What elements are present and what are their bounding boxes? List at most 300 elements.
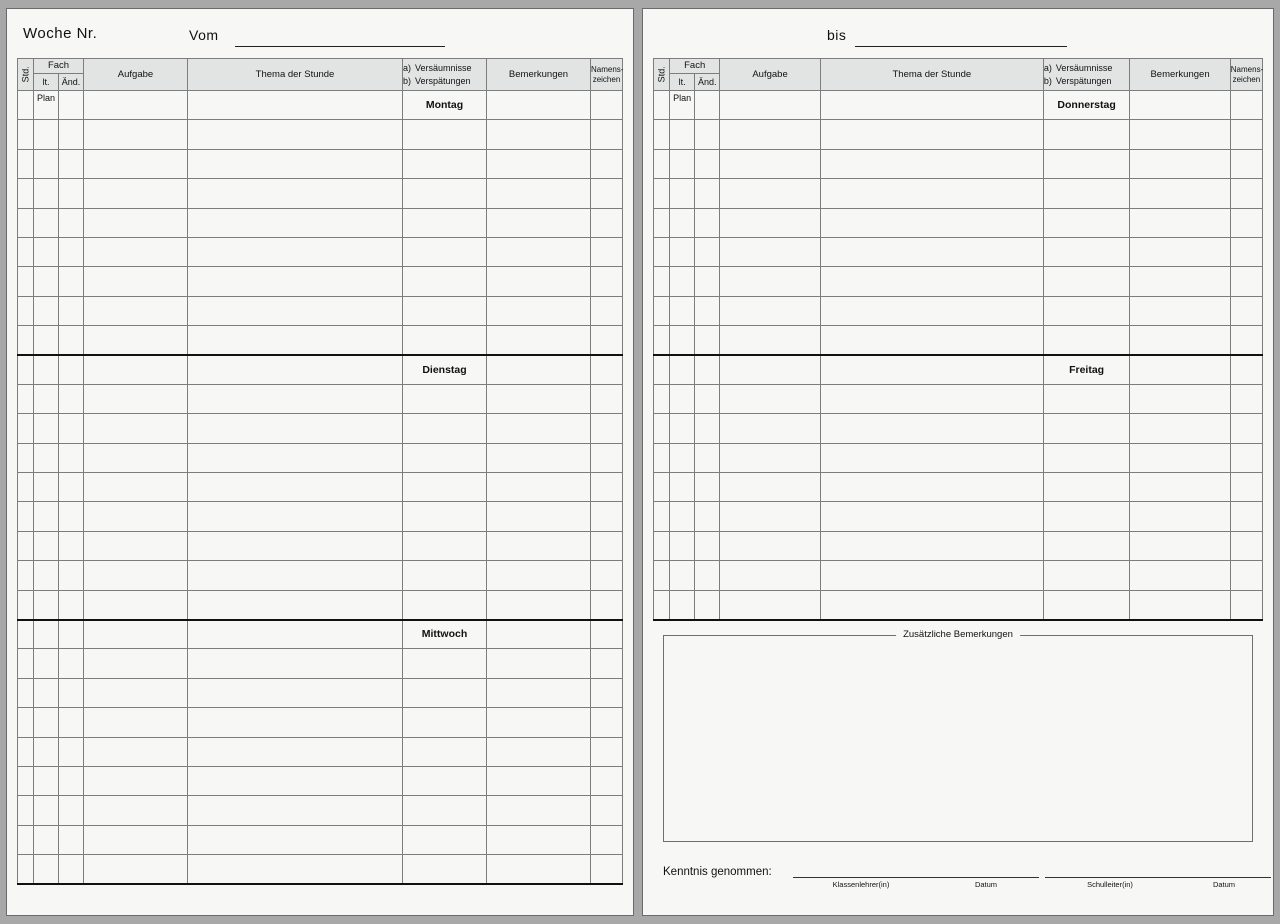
cell-versaeumnisse[interactable] (403, 120, 487, 149)
cell-fach-and[interactable] (695, 91, 720, 120)
cell-thema[interactable] (820, 443, 1043, 472)
cell-versaeumnisse[interactable] (403, 502, 487, 531)
cell-fach-and[interactable] (59, 561, 84, 590)
cell-bemerkungen[interactable] (487, 384, 591, 413)
cell-fach-plan[interactable] (670, 561, 695, 590)
cell-fach-and[interactable] (59, 355, 84, 384)
cell-versaeumnisse[interactable] (403, 766, 487, 795)
cell-aufgabe[interactable] (720, 149, 820, 178)
cell-fach-plan[interactable] (34, 443, 59, 472)
cell-thema[interactable] (820, 384, 1043, 413)
cell-std[interactable] (18, 326, 34, 355)
cell-namenszeichen[interactable] (1230, 91, 1262, 120)
cell-bemerkungen[interactable] (487, 825, 591, 854)
cell-fach-plan[interactable] (34, 620, 59, 649)
cell-fach-plan[interactable] (34, 561, 59, 590)
cell-thema[interactable] (820, 590, 1043, 619)
table-row[interactable] (654, 531, 1263, 560)
cell-aufgabe[interactable] (84, 296, 188, 325)
cell-std[interactable] (654, 237, 670, 266)
cell-namenszeichen[interactable] (591, 120, 623, 149)
cell-aufgabe[interactable] (84, 678, 188, 707)
cell-fach-plan[interactable] (34, 179, 59, 208)
cell-bemerkungen[interactable] (1130, 326, 1230, 355)
cell-thema[interactable] (188, 561, 403, 590)
cell-aufgabe[interactable] (84, 414, 188, 443)
cell-namenszeichen[interactable] (591, 296, 623, 325)
cell-bemerkungen[interactable] (487, 796, 591, 825)
cell-bemerkungen[interactable] (487, 237, 591, 266)
cell-namenszeichen[interactable] (1230, 502, 1262, 531)
cell-aufgabe[interactable] (84, 561, 188, 590)
cell-namenszeichen[interactable] (1230, 355, 1262, 384)
cell-std[interactable] (654, 531, 670, 560)
cell-thema[interactable] (188, 326, 403, 355)
cell-bemerkungen[interactable] (1130, 590, 1230, 619)
table-row[interactable] (654, 267, 1263, 296)
cell-std[interactable] (18, 708, 34, 737)
cell-bemerkungen[interactable] (1130, 473, 1230, 502)
cell-aufgabe[interactable] (720, 443, 820, 472)
table-row[interactable] (654, 179, 1263, 208)
cell-thema[interactable] (188, 649, 403, 678)
cell-versaeumnisse[interactable] (403, 443, 487, 472)
cell-fach-plan[interactable] (34, 708, 59, 737)
cell-versaeumnisse[interactable] (1043, 414, 1129, 443)
cell-bemerkungen[interactable] (487, 149, 591, 178)
cell-aufgabe[interactable] (84, 708, 188, 737)
cell-fach-plan[interactable] (670, 414, 695, 443)
table-row[interactable] (18, 267, 623, 296)
cell-fach-plan[interactable] (34, 208, 59, 237)
cell-bemerkungen[interactable] (1130, 561, 1230, 590)
cell-namenszeichen[interactable] (591, 766, 623, 795)
cell-std[interactable] (654, 443, 670, 472)
day-name-cell[interactable]: Dienstag (403, 355, 487, 384)
table-row[interactable] (18, 561, 623, 590)
table-row[interactable] (18, 384, 623, 413)
cell-std[interactable] (18, 855, 34, 884)
cell-fach-and[interactable] (695, 179, 720, 208)
cell-fach-and[interactable] (59, 443, 84, 472)
cell-thema[interactable] (188, 384, 403, 413)
cell-bemerkungen[interactable] (1130, 355, 1230, 384)
cell-thema[interactable] (188, 267, 403, 296)
cell-versaeumnisse[interactable] (403, 531, 487, 560)
cell-fach-plan[interactable] (34, 473, 59, 502)
cell-std[interactable] (654, 179, 670, 208)
cell-namenszeichen[interactable] (1230, 531, 1262, 560)
cell-namenszeichen[interactable] (591, 326, 623, 355)
cell-aufgabe[interactable] (84, 825, 188, 854)
cell-std[interactable] (654, 414, 670, 443)
cell-namenszeichen[interactable] (1230, 384, 1262, 413)
table-row[interactable] (18, 208, 623, 237)
cell-bemerkungen[interactable] (1130, 120, 1230, 149)
cell-fach-and[interactable] (695, 120, 720, 149)
cell-bemerkungen[interactable] (1130, 267, 1230, 296)
cell-fach-plan[interactable] (34, 825, 59, 854)
cell-fach-and[interactable] (59, 384, 84, 413)
cell-aufgabe[interactable] (84, 384, 188, 413)
cell-versaeumnisse[interactable] (1043, 208, 1129, 237)
cell-namenszeichen[interactable] (1230, 326, 1262, 355)
cell-fach-plan[interactable] (670, 473, 695, 502)
cell-aufgabe[interactable] (720, 208, 820, 237)
cell-namenszeichen[interactable] (591, 179, 623, 208)
cell-fach-and[interactable] (59, 120, 84, 149)
cell-namenszeichen[interactable] (1230, 590, 1262, 619)
cell-namenszeichen[interactable] (591, 473, 623, 502)
cell-thema[interactable] (188, 473, 403, 502)
cell-versaeumnisse[interactable] (1043, 561, 1129, 590)
cell-fach-plan[interactable] (670, 179, 695, 208)
cell-std[interactable] (18, 590, 34, 619)
cell-bemerkungen[interactable] (487, 531, 591, 560)
cell-std[interactable] (18, 737, 34, 766)
cell-thema[interactable] (820, 473, 1043, 502)
cell-versaeumnisse[interactable] (1043, 267, 1129, 296)
cell-fach-plan[interactable] (670, 267, 695, 296)
cell-versaeumnisse[interactable] (1043, 237, 1129, 266)
cell-bemerkungen[interactable] (487, 502, 591, 531)
cell-thema[interactable] (188, 502, 403, 531)
day-name-cell[interactable]: Freitag (1043, 355, 1129, 384)
cell-versaeumnisse[interactable] (1043, 443, 1129, 472)
cell-versaeumnisse[interactable] (403, 796, 487, 825)
cell-versaeumnisse[interactable] (1043, 179, 1129, 208)
cell-aufgabe[interactable] (720, 384, 820, 413)
cell-fach-plan[interactable] (34, 149, 59, 178)
cell-thema[interactable] (188, 855, 403, 884)
cell-bemerkungen[interactable] (487, 296, 591, 325)
cell-namenszeichen[interactable] (591, 531, 623, 560)
cell-bemerkungen[interactable] (1130, 91, 1230, 120)
cell-std[interactable] (18, 531, 34, 560)
cell-bemerkungen[interactable] (1130, 443, 1230, 472)
cell-aufgabe[interactable] (720, 91, 820, 120)
cell-versaeumnisse[interactable] (1043, 590, 1129, 619)
cell-fach-and[interactable] (695, 473, 720, 502)
cell-namenszeichen[interactable] (1230, 414, 1262, 443)
cell-namenszeichen[interactable] (591, 649, 623, 678)
cell-versaeumnisse[interactable] (403, 649, 487, 678)
cell-fach-plan[interactable] (670, 502, 695, 531)
cell-versaeumnisse[interactable] (403, 237, 487, 266)
cell-fach-plan[interactable] (34, 649, 59, 678)
table-row[interactable] (18, 120, 623, 149)
cell-namenszeichen[interactable] (1230, 473, 1262, 502)
cell-versaeumnisse[interactable] (403, 179, 487, 208)
cell-namenszeichen[interactable] (591, 678, 623, 707)
from-date-line[interactable] (235, 46, 445, 47)
cell-aufgabe[interactable] (720, 414, 820, 443)
cell-fach-and[interactable] (59, 766, 84, 795)
cell-fach-plan[interactable] (34, 796, 59, 825)
cell-namenszeichen[interactable] (1230, 443, 1262, 472)
cell-versaeumnisse[interactable] (403, 267, 487, 296)
cell-aufgabe[interactable] (84, 267, 188, 296)
cell-namenszeichen[interactable] (1230, 149, 1262, 178)
cell-fach-plan[interactable] (670, 355, 695, 384)
cell-namenszeichen[interactable] (1230, 296, 1262, 325)
cell-thema[interactable] (820, 149, 1043, 178)
cell-aufgabe[interactable] (84, 531, 188, 560)
table-row[interactable] (18, 473, 623, 502)
cell-std[interactable] (654, 355, 670, 384)
cell-fach-plan[interactable] (34, 678, 59, 707)
cell-versaeumnisse[interactable] (403, 708, 487, 737)
cell-bemerkungen[interactable] (1130, 414, 1230, 443)
to-date-line[interactable] (855, 46, 1067, 47)
cell-std[interactable] (18, 267, 34, 296)
table-row[interactable] (18, 590, 623, 619)
cell-std[interactable] (654, 590, 670, 619)
cell-aufgabe[interactable] (720, 355, 820, 384)
cell-versaeumnisse[interactable] (1043, 326, 1129, 355)
cell-bemerkungen[interactable] (487, 708, 591, 737)
cell-fach-plan[interactable] (670, 326, 695, 355)
cell-versaeumnisse[interactable] (1043, 296, 1129, 325)
cell-bemerkungen[interactable] (487, 678, 591, 707)
table-row[interactable] (654, 414, 1263, 443)
cell-thema[interactable] (188, 678, 403, 707)
cell-fach-and[interactable] (695, 237, 720, 266)
cell-fach-plan[interactable] (670, 443, 695, 472)
cell-thema[interactable] (820, 326, 1043, 355)
cell-thema[interactable] (188, 237, 403, 266)
table-row[interactable] (654, 237, 1263, 266)
cell-bemerkungen[interactable] (487, 649, 591, 678)
cell-bemerkungen[interactable] (1130, 502, 1230, 531)
cell-fach-and[interactable] (695, 443, 720, 472)
cell-fach-and[interactable] (59, 179, 84, 208)
cell-namenszeichen[interactable] (591, 855, 623, 884)
cell-versaeumnisse[interactable] (403, 149, 487, 178)
cell-std[interactable] (654, 561, 670, 590)
table-row[interactable] (18, 443, 623, 472)
cell-thema[interactable] (820, 355, 1043, 384)
day-name-cell[interactable]: Donnerstag (1043, 91, 1129, 120)
cell-std[interactable] (654, 120, 670, 149)
cell-namenszeichen[interactable] (1230, 208, 1262, 237)
table-row[interactable] (654, 120, 1263, 149)
cell-std[interactable] (654, 502, 670, 531)
cell-versaeumnisse[interactable] (403, 326, 487, 355)
cell-fach-and[interactable] (59, 267, 84, 296)
cell-namenszeichen[interactable] (591, 267, 623, 296)
cell-thema[interactable] (188, 120, 403, 149)
cell-namenszeichen[interactable] (591, 384, 623, 413)
table-row[interactable] (18, 766, 623, 795)
cell-fach-and[interactable] (59, 737, 84, 766)
table-row[interactable] (18, 796, 623, 825)
cell-fach-and[interactable] (695, 355, 720, 384)
day-name-cell[interactable]: Mittwoch (403, 620, 487, 649)
cell-thema[interactable] (188, 766, 403, 795)
cell-fach-plan[interactable] (34, 414, 59, 443)
cell-std[interactable] (18, 443, 34, 472)
cell-aufgabe[interactable] (84, 120, 188, 149)
cell-aufgabe[interactable] (84, 590, 188, 619)
cell-aufgabe[interactable] (84, 473, 188, 502)
cell-thema[interactable] (188, 414, 403, 443)
table-row[interactable] (654, 208, 1263, 237)
cell-bemerkungen[interactable] (1130, 531, 1230, 560)
cell-thema[interactable] (820, 502, 1043, 531)
cell-namenszeichen[interactable] (591, 502, 623, 531)
cell-fach-and[interactable] (59, 296, 84, 325)
cell-versaeumnisse[interactable] (1043, 502, 1129, 531)
cell-std[interactable] (18, 678, 34, 707)
cell-bemerkungen[interactable] (1130, 384, 1230, 413)
cell-bemerkungen[interactable] (1130, 179, 1230, 208)
cell-aufgabe[interactable] (84, 855, 188, 884)
cell-fach-and[interactable] (59, 796, 84, 825)
table-row[interactable] (654, 91, 1263, 120)
cell-thema[interactable] (820, 208, 1043, 237)
cell-std[interactable] (18, 120, 34, 149)
cell-fach-plan[interactable] (34, 355, 59, 384)
cell-namenszeichen[interactable] (591, 91, 623, 120)
cell-aufgabe[interactable] (84, 649, 188, 678)
cell-fach-plan[interactable] (670, 384, 695, 413)
cell-std[interactable] (18, 91, 34, 120)
cell-aufgabe[interactable] (84, 502, 188, 531)
cell-bemerkungen[interactable] (487, 208, 591, 237)
cell-fach-and[interactable] (59, 649, 84, 678)
cell-fach-plan[interactable] (34, 502, 59, 531)
table-row[interactable] (654, 561, 1263, 590)
cell-fach-plan[interactable] (34, 326, 59, 355)
cell-thema[interactable] (188, 737, 403, 766)
table-row[interactable] (654, 590, 1263, 619)
cell-std[interactable] (18, 796, 34, 825)
cell-fach-plan[interactable] (34, 296, 59, 325)
cell-thema[interactable] (188, 208, 403, 237)
cell-thema[interactable] (820, 179, 1043, 208)
cell-versaeumnisse[interactable] (403, 855, 487, 884)
cell-namenszeichen[interactable] (591, 149, 623, 178)
cell-fach-and[interactable] (59, 414, 84, 443)
cell-namenszeichen[interactable] (1230, 179, 1262, 208)
cell-thema[interactable] (820, 91, 1043, 120)
table-row[interactable] (18, 502, 623, 531)
cell-thema[interactable] (820, 120, 1043, 149)
cell-fach-plan[interactable] (670, 208, 695, 237)
cell-thema[interactable] (188, 708, 403, 737)
cell-fach-and[interactable] (695, 590, 720, 619)
cell-bemerkungen[interactable] (1130, 208, 1230, 237)
cell-aufgabe[interactable] (84, 326, 188, 355)
cell-aufgabe[interactable] (720, 561, 820, 590)
cell-versaeumnisse[interactable] (1043, 384, 1129, 413)
table-row[interactable] (18, 91, 623, 120)
cell-bemerkungen[interactable] (1130, 296, 1230, 325)
cell-namenszeichen[interactable] (591, 443, 623, 472)
cell-namenszeichen[interactable] (591, 708, 623, 737)
cell-fach-plan[interactable] (34, 267, 59, 296)
cell-bemerkungen[interactable] (487, 91, 591, 120)
cell-thema[interactable] (188, 91, 403, 120)
cell-std[interactable] (654, 208, 670, 237)
cell-aufgabe[interactable] (84, 208, 188, 237)
cell-aufgabe[interactable] (720, 531, 820, 560)
cell-versaeumnisse[interactable] (1043, 120, 1129, 149)
cell-fach-and[interactable] (695, 326, 720, 355)
cell-aufgabe[interactable] (720, 590, 820, 619)
table-row[interactable] (18, 237, 623, 266)
cell-namenszeichen[interactable] (591, 825, 623, 854)
cell-versaeumnisse[interactable] (1043, 531, 1129, 560)
cell-bemerkungen[interactable] (487, 414, 591, 443)
cell-std[interactable] (18, 296, 34, 325)
cell-thema[interactable] (188, 620, 403, 649)
cell-bemerkungen[interactable] (487, 590, 591, 619)
table-row[interactable] (654, 149, 1263, 178)
cell-thema[interactable] (188, 590, 403, 619)
table-row[interactable] (654, 502, 1263, 531)
additional-remarks-box[interactable] (663, 628, 1253, 842)
cell-fach-and[interactable] (695, 561, 720, 590)
cell-namenszeichen[interactable] (591, 796, 623, 825)
cell-std[interactable] (18, 179, 34, 208)
cell-std[interactable] (18, 237, 34, 266)
cell-fach-and[interactable] (695, 208, 720, 237)
table-row[interactable] (18, 326, 623, 355)
cell-bemerkungen[interactable] (487, 179, 591, 208)
cell-versaeumnisse[interactable] (403, 737, 487, 766)
cell-fach-plan[interactable] (670, 149, 695, 178)
cell-aufgabe[interactable] (84, 443, 188, 472)
cell-aufgabe[interactable] (720, 267, 820, 296)
cell-thema[interactable] (820, 267, 1043, 296)
cell-aufgabe[interactable] (84, 237, 188, 266)
cell-bemerkungen[interactable] (1130, 149, 1230, 178)
signature-line-principal[interactable] (1045, 877, 1271, 878)
cell-fach-and[interactable] (59, 208, 84, 237)
table-row[interactable] (654, 384, 1263, 413)
cell-aufgabe[interactable] (720, 473, 820, 502)
cell-thema[interactable] (820, 296, 1043, 325)
cell-fach-and[interactable] (695, 296, 720, 325)
table-row[interactable] (18, 649, 623, 678)
cell-thema[interactable] (820, 414, 1043, 443)
cell-std[interactable] (654, 473, 670, 502)
cell-versaeumnisse[interactable] (403, 825, 487, 854)
cell-namenszeichen[interactable] (1230, 561, 1262, 590)
cell-aufgabe[interactable] (84, 737, 188, 766)
cell-std[interactable] (18, 649, 34, 678)
cell-bemerkungen[interactable] (487, 766, 591, 795)
cell-fach-and[interactable] (59, 473, 84, 502)
cell-bemerkungen[interactable] (487, 443, 591, 472)
cell-fach-plan[interactable] (34, 855, 59, 884)
cell-fach-plan[interactable] (34, 384, 59, 413)
cell-fach-plan[interactable] (34, 120, 59, 149)
cell-fach-plan[interactable] (34, 237, 59, 266)
cell-aufgabe[interactable] (84, 355, 188, 384)
cell-thema[interactable] (188, 355, 403, 384)
cell-std[interactable] (18, 208, 34, 237)
cell-bemerkungen[interactable] (1130, 237, 1230, 266)
cell-bemerkungen[interactable] (487, 855, 591, 884)
cell-std[interactable] (18, 620, 34, 649)
cell-versaeumnisse[interactable] (403, 296, 487, 325)
cell-std[interactable] (18, 149, 34, 178)
cell-aufgabe[interactable] (720, 296, 820, 325)
cell-bemerkungen[interactable] (487, 561, 591, 590)
